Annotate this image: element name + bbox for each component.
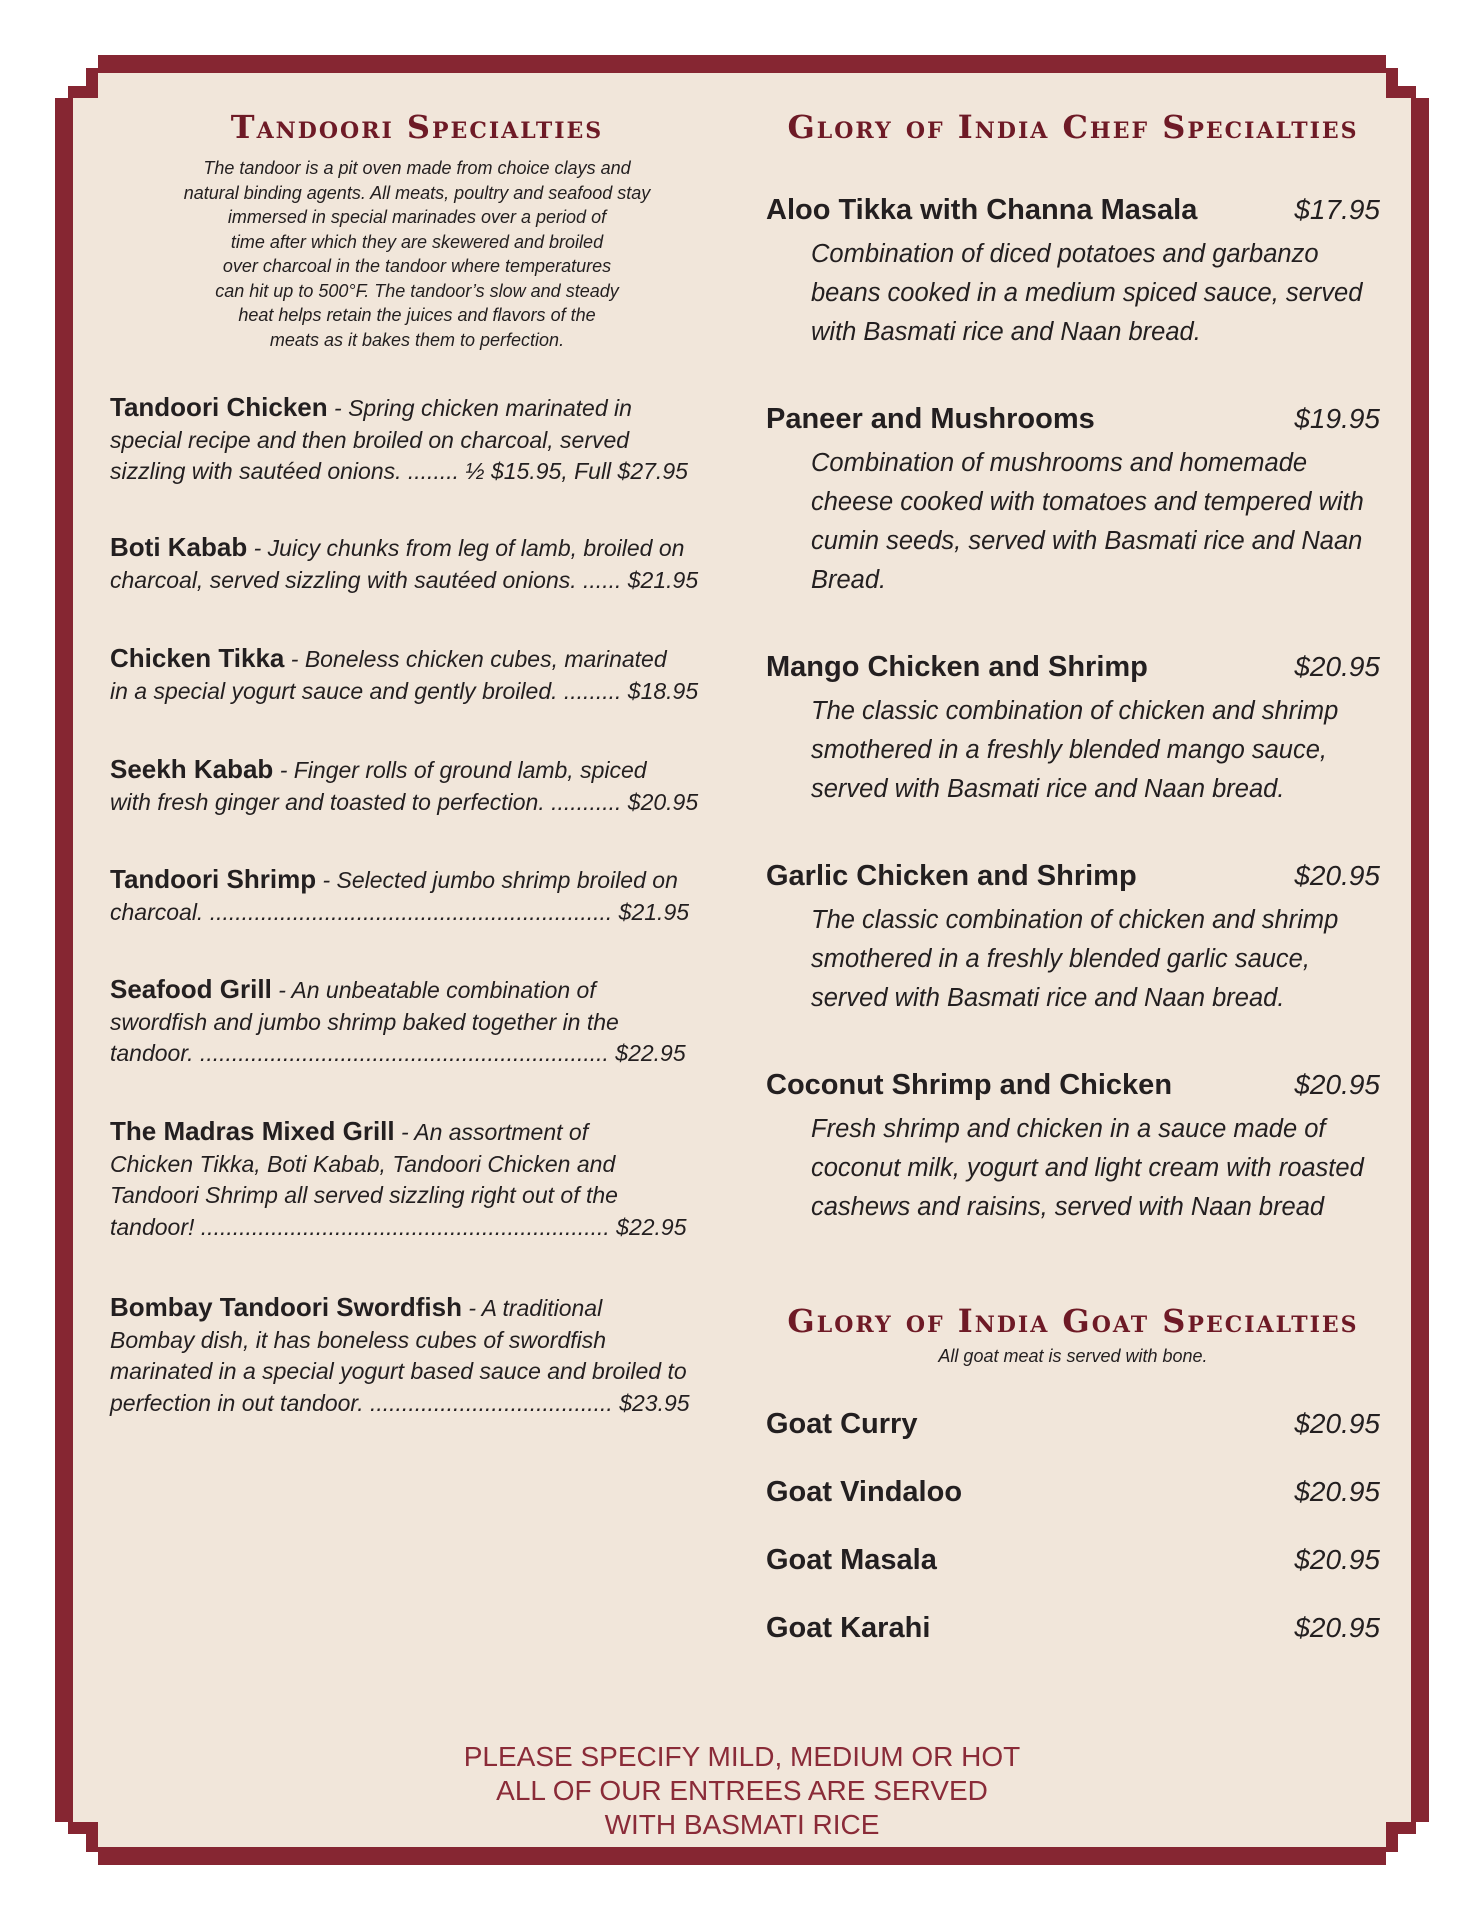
- goat-section: [766, 1302, 1380, 1367]
- chef-section: [766, 108, 1380, 1644]
- item-description: in a special yogurt sauce and gently broiled. ......... $18.95: [110, 677, 699, 704]
- item-name: Paneer and Mushrooms: [766, 403, 1095, 435]
- intro-line: heat helps retain the juices and flavors of the: [238, 305, 596, 325]
- item-name: Aloo Tikka with Channa Masala: [766, 194, 1198, 226]
- item-description: sizzling with sautéed onions. ........ ½ $15.95, Full $27.95: [110, 458, 688, 484]
- chef-title: Glory of India Chef Specialties: [787, 108, 1359, 146]
- item-description: swordfish and jumbo shrimp baked together in the: [110, 1008, 619, 1035]
- border-frame-left: [55, 98, 73, 1822]
- menu-item-boti-kabab: [110, 532, 724, 596]
- item-price: $20.95: [1294, 1069, 1380, 1100]
- item-price: $20.95: [1294, 860, 1380, 891]
- item-description: Combination of diced potatoes and garbanzo beans cooked in a medium spiced sauce, served with Basmati rice and Naan bread.: [811, 240, 1363, 346]
- menu-item-tandoori-chicken: [110, 392, 724, 488]
- item-description: Bombay dish, it has boneless cubes of swordfish: [110, 1326, 607, 1353]
- menu-item-garlic-chicken-shrimp: [766, 860, 1380, 1018]
- menu-item-tandoori-shrimp: [110, 864, 724, 928]
- item-description: - Selected jumbo shrimp broiled on: [322, 867, 678, 893]
- menu-item-chicken-tikka: [110, 643, 724, 707]
- item-name: Mango Chicken and Shrimp: [766, 651, 1148, 683]
- menu-item-mango-chicken-shrimp: [766, 651, 1380, 809]
- item-name: The Madras Mixed Grill: [110, 1116, 395, 1146]
- item-price: $17.95: [1294, 194, 1380, 225]
- intro-line: meats as it bakes them to perfection.: [269, 329, 565, 350]
- menu-item-seekh-kabab: [110, 754, 724, 818]
- menu-item-coconut-shrimp-chicken: [766, 1069, 1380, 1227]
- item-description: - Spring chicken marinated in: [334, 395, 632, 421]
- corner-ornament-top-right: [1386, 68, 1416, 98]
- item-name: Seekh Kabab: [110, 754, 274, 784]
- item-description: tandoor! ................................................................ $22.95: [110, 1213, 687, 1240]
- item-description: - Boneless chicken cubes, marinated: [290, 646, 667, 672]
- goat-subtitle: All goat meat is served with bone.: [938, 1346, 1208, 1366]
- item-name: Goat Karahi: [766, 1612, 931, 1644]
- item-description: charcoal. ............................................................... $21.95: [110, 898, 690, 925]
- menu-item-goat-masala: [766, 1544, 1380, 1577]
- goat-title: Glory of India Goat Specialties: [787, 1302, 1359, 1340]
- item-description: special recipe and then broiled on charcoal, served: [110, 426, 630, 453]
- intro-line: over charcoal in the tandoor where temperatures: [222, 256, 612, 276]
- item-description: with fresh ginger and toasted to perfection. ........... $20.95: [110, 788, 699, 815]
- menu-item-bombay-tandoori-swordfish: [110, 1292, 724, 1419]
- menu-item-madras-mixed-grill: [110, 1116, 724, 1243]
- footer-line: ALL OF OUR ENTREES ARE SERVED: [496, 1775, 988, 1806]
- item-description: marinated in a special yogurt based sauce and broiled to: [110, 1358, 687, 1384]
- footer-line: WITH BASMATI RICE: [604, 1809, 880, 1840]
- menu-item-seafood-grill: [110, 974, 724, 1070]
- item-name: Tandoori Chicken: [110, 392, 328, 422]
- border-frame-top: [98, 55, 1386, 73]
- item-description: Chicken Tikka, Boti Kabab, Tandoori Chicken and: [110, 1150, 616, 1177]
- corner-ornament-top-left: [68, 68, 98, 98]
- menu-item-goat-curry: [766, 1408, 1380, 1441]
- item-price: $20.95: [1294, 651, 1380, 682]
- item-name: Chicken Tikka: [110, 643, 285, 673]
- item-name: Goat Vindaloo: [766, 1476, 963, 1508]
- item-name: Seafood Grill: [110, 974, 272, 1004]
- item-description: perfection in out tandoor. ...................................... $23.95: [110, 1389, 690, 1416]
- intro-line: immersed in special marinades over a period of: [227, 207, 607, 227]
- footer-notice: [0, 1740, 1484, 1842]
- item-description: Combination of mushrooms and homemade cheese cooked with tomatoes and tempered with cumin seeds, served with Basmati rice and Naan Bread.: [811, 449, 1364, 594]
- item-name: Bombay Tandoori Swordfish: [110, 1292, 462, 1322]
- intro-line: natural binding agents. All meats, poultry and seafood stay: [183, 182, 651, 203]
- item-description: The classic combination of chicken and shrimp smothered in a freshly blended garlic sauce, served with Basmati rice and Naan bread.: [811, 906, 1339, 1012]
- tandoori-section: [110, 108, 724, 1416]
- item-name: Tandoori Shrimp: [110, 864, 317, 894]
- item-price: $19.95: [1294, 403, 1380, 434]
- border-frame-right: [1411, 98, 1429, 1822]
- item-name: Goat Curry: [766, 1408, 918, 1440]
- item-description: tandoor. ................................................................ $22.95: [110, 1040, 686, 1066]
- item-price: $20.95: [1294, 1544, 1380, 1575]
- tandoori-title: Tandoori Specialties: [230, 108, 604, 146]
- item-description: Fresh shrimp and chicken in a sauce made of coconut milk, yogurt and light cream with roasted cashews and raisins, served with Naan bread: [811, 1115, 1364, 1221]
- menu-item-goat-karahi: [766, 1612, 1380, 1645]
- footer-line: PLEASE SPECIFY MILD, MEDIUM OR HOT: [463, 1741, 1021, 1772]
- item-description: - Juicy chunks from leg of lamb, broiled on: [253, 535, 685, 561]
- item-description: - Finger rolls of ground lamb, spiced: [279, 757, 647, 783]
- border-frame-bottom: [98, 1847, 1386, 1865]
- menu-item-goat-vindaloo: [766, 1476, 1380, 1509]
- intro-line: time after which they are skewered and broiled: [230, 231, 604, 252]
- item-price: $20.95: [1294, 1408, 1380, 1439]
- item-name: Goat Masala: [766, 1544, 937, 1576]
- item-description: charcoal, served sizzling with sautéed onions. ...... $21.95: [110, 566, 699, 593]
- intro-line: can hit up to 500°F. The tandoor’s slow and steady: [215, 280, 619, 301]
- item-description: - A traditional: [468, 1295, 603, 1321]
- menu-item-paneer-mushrooms: [766, 403, 1380, 600]
- item-name: Boti Kabab: [110, 532, 248, 562]
- menu-item-aloo-tikka: [766, 194, 1380, 352]
- tandoori-intro: [144, 156, 690, 352]
- item-description: - An unbeatable combination of: [278, 977, 596, 1003]
- item-price: $20.95: [1294, 1612, 1380, 1643]
- item-name: Coconut Shrimp and Chicken: [766, 1069, 1173, 1101]
- intro-line: The tandoor is a pit oven made from choice clays and: [203, 158, 631, 178]
- item-description: The classic combination of chicken and shrimp smothered in a freshly blended mango sauce, served with Basmati rice and Naan bread.: [811, 697, 1339, 803]
- item-description: Tandoori Shrimp all served sizzling right out of the: [110, 1182, 618, 1208]
- item-name: Garlic Chicken and Shrimp: [766, 860, 1137, 892]
- item-description: - An assortment of: [401, 1119, 589, 1145]
- item-price: $20.95: [1294, 1476, 1380, 1507]
